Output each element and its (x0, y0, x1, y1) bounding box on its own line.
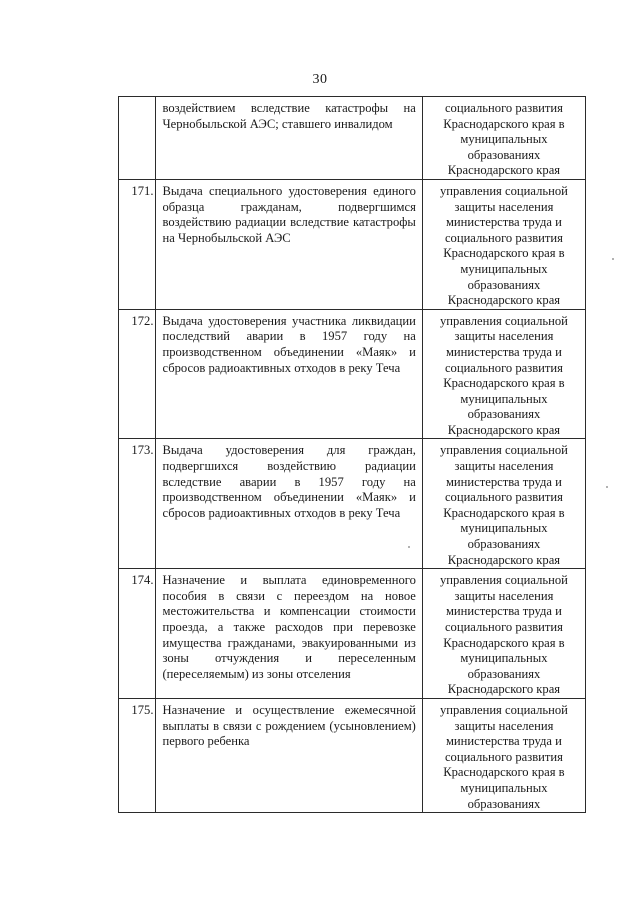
responsible-org-cell (422, 439, 585, 569)
service-name: Выдача удостоверения для граждан, подвергшихся воздействию радиации вследствие аварии в 1957 году на производственном объединении «Маяк» и сбросов радиоактивных отходов в реку Теча (162, 443, 416, 520)
row-number: 174. (131, 573, 154, 588)
row-number (119, 97, 155, 101)
table-row (119, 698, 586, 812)
responsible-org-cell (422, 179, 585, 309)
table-row (119, 97, 586, 180)
responsible-org: управления социальной защиты населения министерства труда и социального развития Краснодарского края в муниципальных образованиях (440, 702, 568, 811)
table-row (119, 569, 586, 699)
service-name: воздействием вследствие катастрофы на Чернобыльской АЭС; ставшего инвалидом (162, 101, 416, 131)
responsible-org: управления социальной защиты населения министерства труда и социального развития Краснодарского края в муниципальных образованиях Краснодарского края (440, 313, 568, 437)
responsible-org-cell (422, 569, 585, 699)
row-number-cell (119, 97, 156, 180)
row-number-cell (119, 179, 156, 309)
service-name: Назначение и осуществление ежемесячной выплаты в связи с рождением (усыновлением) первого ребенка (162, 702, 416, 749)
row-number: 172. (131, 313, 154, 328)
table-row (119, 309, 586, 439)
scan-speck (612, 258, 614, 260)
row-number-cell (119, 309, 156, 439)
service-name: Выдача специального удостоверения единого образца гражданам, подвергшимся воздействию радиации вследствие катастрофы на Чернобыльской АЭС (162, 183, 416, 245)
page-number: 30 (312, 72, 328, 87)
service-name: Выдача удостоверения участника ликвидации последствий аварии в 1957 году на производственном объединении «Маяк» и сбросов радиоактивных отходов в реку Теча (162, 313, 416, 375)
service-name-cell (156, 97, 422, 180)
row-number-cell (119, 569, 156, 699)
service-name-cell (156, 698, 422, 812)
responsible-org-cell (422, 698, 585, 812)
responsible-org-cell (422, 97, 585, 180)
service-name-cell (156, 569, 422, 699)
scan-speck (606, 486, 608, 488)
row-number-cell (119, 698, 156, 812)
services-table (118, 96, 586, 813)
table-row (119, 439, 586, 569)
service-name-cell (156, 309, 422, 439)
scan-speck (408, 546, 410, 548)
row-number: 171. (131, 183, 154, 198)
service-name: Назначение и выплата единовременного пособия в связи с переездом на новое местожительства и компенсации стоимости проезда, а также расходов при перевозке имущества гражданами, эвакуированными из зоны отчуждения и переселенным (переселяемым) из зоны отселения (162, 573, 416, 681)
responsible-org: социального развития Краснодарского края в муниципальных образованиях Краснодарского края (443, 101, 565, 178)
responsible-org: управления социальной защиты населения министерства труда и социального развития Краснодарского края в муниципальных образованиях Краснодарского края (440, 573, 568, 697)
service-name-cell (156, 179, 422, 309)
responsible-org: управления социальной защиты населения министерства труда и социального развития Краснодарского края в муниципальных образованиях Краснодарского края (440, 443, 568, 567)
service-name-cell (156, 439, 422, 569)
responsible-org: управления социальной защиты населения министерства труда и социального развития Краснодарского края в муниципальных образованиях Краснодарского края (440, 183, 568, 308)
row-number: 175. (131, 702, 154, 717)
row-number-cell (119, 439, 156, 569)
row-number: 173. (131, 443, 154, 458)
responsible-org-cell (422, 309, 585, 439)
table-row (119, 179, 586, 309)
